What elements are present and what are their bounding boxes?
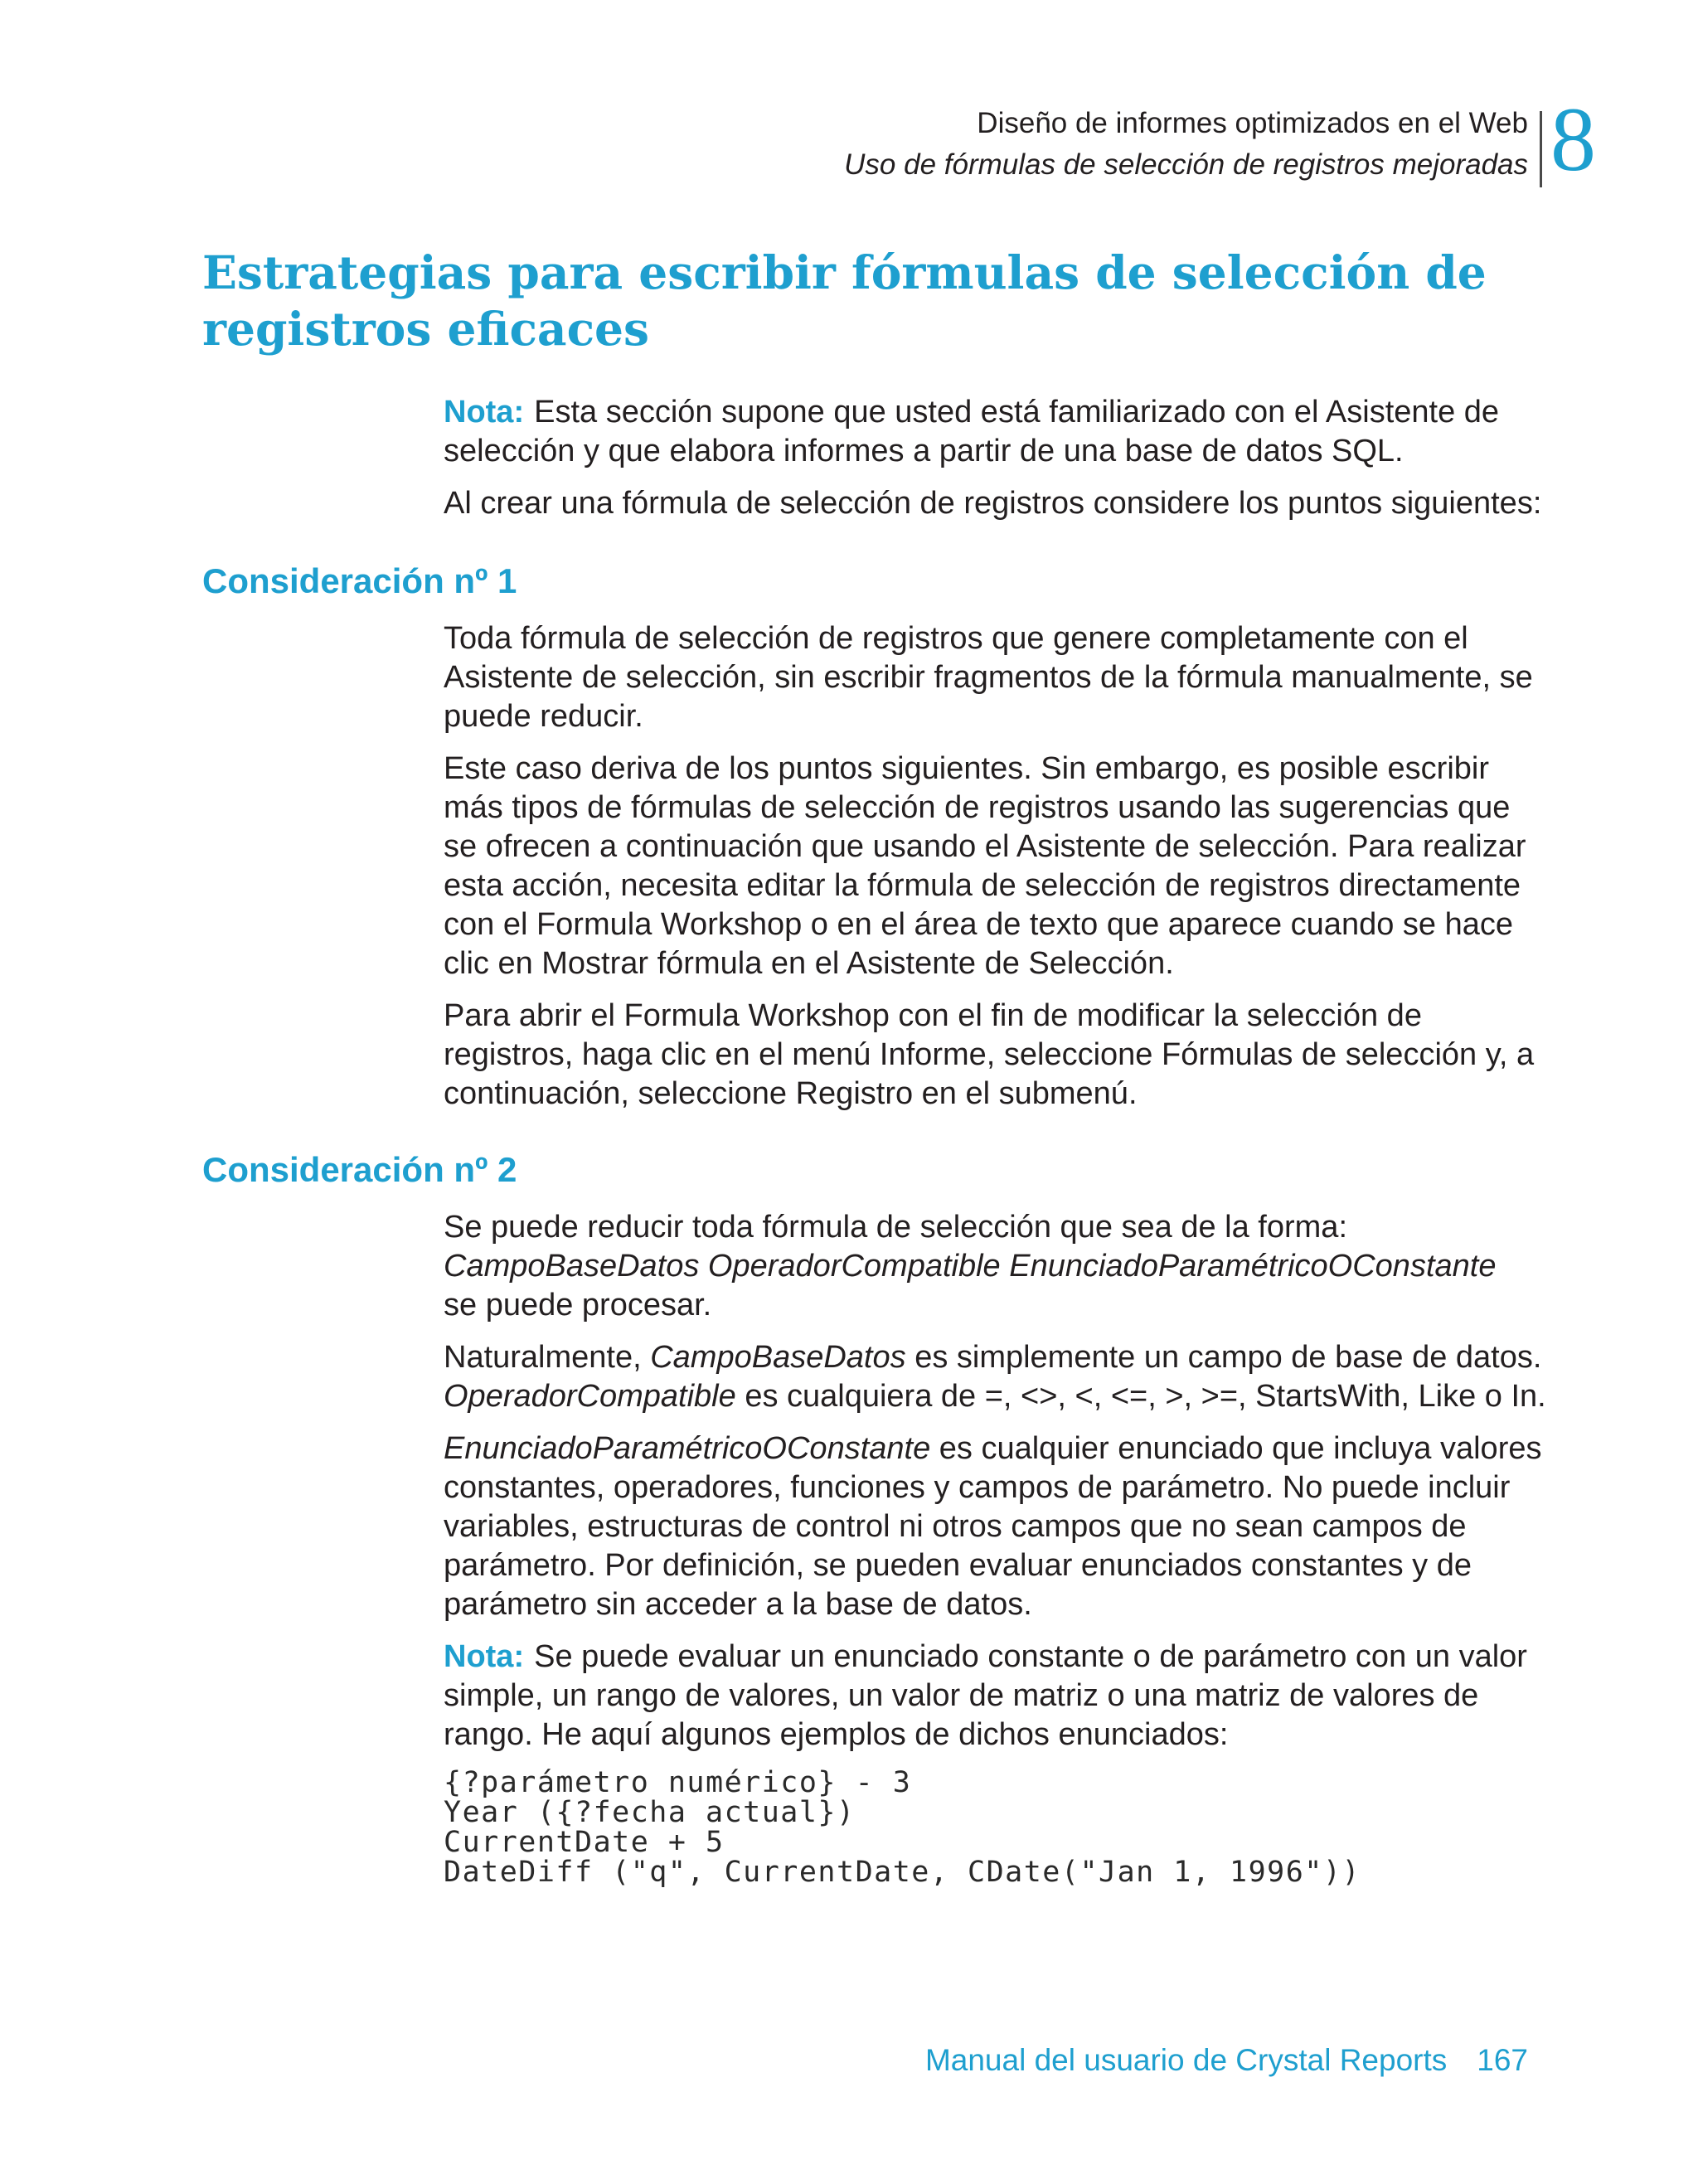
header-section-title: Uso de fórmulas de selección de registros mejoradas [844, 148, 1528, 181]
paragraph [444, 1208, 1546, 1325]
code-line: {?parámetro numérico} - 3 [444, 1766, 912, 1799]
header-divider [1540, 111, 1542, 187]
term: EnunciadoParamétricoOConstante [444, 1431, 931, 1466]
formula-pattern: CampoBaseDatos OperadorCompatible EnunciadoParamétricoOConstante [444, 1249, 1497, 1284]
chapter-number: 8 [1550, 89, 1596, 190]
section-2-body [444, 1208, 1546, 1887]
text-run: Naturalmente, [444, 1340, 642, 1375]
intro-block [444, 393, 1546, 523]
intro-paragraph: Al crear una fórmula de selección de registros considere los puntos siguientes: [444, 486, 1542, 521]
term: CampoBaseDatos [650, 1340, 906, 1375]
paragraph: Este caso deriva de los puntos siguientes. Sin embargo, es posible escribir más tipos de fórmulas de selección de registros usando las sugerencias que se ofrecen a continuación que usando el Asistente de selección. Para realizar esta acción, necesita editar la fórmula de selección de registros directamente con el Formula Workshop o en el área de texto que aparece cuando se hace clic en Mostrar fórmula en el Asistente de Selección. [444, 751, 1526, 981]
text-run: Se puede reducir toda fórmula de selección que sea de la forma: [444, 1210, 1347, 1245]
text-run: es simplemente un campo de base de datos. [914, 1340, 1542, 1375]
text-run: es cualquiera de =, <>, <, <=, >, >=, StartsWith, Like o In. [745, 1379, 1546, 1414]
page-number: 167 [1477, 2043, 1528, 2077]
text-run: es cualquier enunciado que incluya valores constantes, operadores, funciones y campos de parámetro. No puede incluir variables, estructuras de control ni otros campos que no sean campos de parámetro. Por definición, se pueden evaluar enunciados constantes y de parámetro sin acceder a la base de datos. [444, 1431, 1542, 1622]
intro-note [444, 393, 1546, 471]
note-text: Se puede evaluar un enunciado constante o de parámetro con un valor simple, un rango de valores, un valor de matriz o una matriz de valores de rango. He aquí algunos ejemplos de dichos enunciados: [444, 1639, 1527, 1752]
note-label: Nota: [444, 1639, 525, 1674]
paragraph [444, 1429, 1546, 1624]
note [444, 1638, 1546, 1754]
note-text: Esta sección supone que usted está familiarizado con el Asistente de selección y que elabora informes a partir de una base de datos SQL. [444, 395, 1500, 468]
paragraph [444, 1338, 1546, 1416]
section-1-body [444, 619, 1546, 1114]
code-example [444, 1768, 1546, 1887]
section-heading-1: Consideración nº 1 [202, 561, 517, 600]
code-line: CurrentDate + 5 [444, 1826, 725, 1859]
text-run: se puede procesar. [444, 1288, 712, 1323]
page-footer [925, 2041, 1528, 2080]
paragraph: Toda fórmula de selección de registros que genere completamente con el Asistente de selección, sin escribir fragmentos de la fórmula manualmente, se puede reducir. [444, 621, 1533, 734]
running-header [844, 103, 1528, 186]
code-line: Year ({?fecha actual}) [444, 1796, 856, 1829]
page-title: Estrategias para escribir fórmulas de selección de registros eficaces [202, 245, 1487, 356]
term: OperadorCompatible [444, 1379, 736, 1414]
note-label: Nota: [444, 395, 525, 430]
paragraph: Para abrir el Formula Workshop con el fin de modificar la selección de registros, haga clic en el menú Informe, seleccione Fórmulas de selección y, a continuación, seleccione Registro en el submenú. [444, 998, 1535, 1111]
header-chapter-title: Diseño de informes optimizados en el Web [977, 107, 1528, 139]
code-line: DateDiff ("q", CurrentDate, CDate("Jan 1, 1996")) [444, 1856, 1361, 1889]
footer-title: Manual del usuario de Crystal Reports [924, 2043, 1448, 2077]
section-heading-2: Consideración nº 2 [202, 1150, 517, 1189]
